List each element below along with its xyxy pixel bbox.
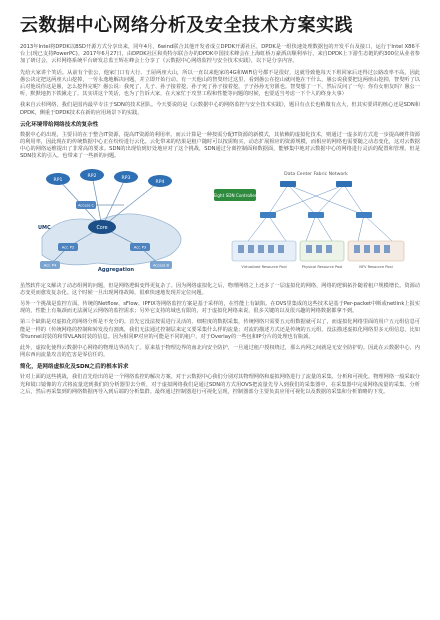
node-label: RP1	[53, 177, 63, 183]
leaf-switch-icon	[308, 212, 324, 218]
switch-label: Access B	[153, 263, 169, 268]
body-paragraph-4: 此外，虚拟化使得云数据中心网络的物理边界消失了。原来基于物理边界的南北向安全防护，一旦通过租户授权绕过，那么内网之间就是无安全防护的。因此在云数据中心，内网东西向流量攻击的危害是零信任的。	[20, 345, 420, 359]
switch-label: Acc P4	[43, 262, 57, 268]
body-paragraph-6: 针对上面的这些挑战，我们首先给出的是一个网络监控的解决方案。对于云数据中心我们分别对其物理网络和虚拟网络进行了流量的采集、分析和可视化。物理网络一般采取分光和镜口镜像的方式将流量送到我们的分析器里去分析，对于虚拟网络我们是通过SDN的方式用OVS把流量先导入到我们的采集器中，在采集器中完成网络流量的采集、分析之后，然后再采集到的网络数据再导入到后端的分析集群。最终通过控制器进行可视化呈现，控制器部分主要负责应用可视化以及数据的采集和分析策略的下发。	[20, 374, 420, 395]
datacenter-fabric-figure	[208, 167, 424, 275]
node-label: RP4	[155, 179, 165, 185]
legend-physical: Physical Resource Pool	[301, 264, 343, 269]
page-title: 云数据中心网络分析及安全技术方案实践	[20, 15, 353, 36]
switch-label: Acc P3	[133, 244, 147, 250]
core-label: Core	[96, 225, 108, 231]
node-label: RP2	[87, 173, 97, 179]
section-heading-1: 云化环境带给网络技术的复杂性	[20, 121, 99, 128]
switch-label: Acc P2	[61, 244, 75, 250]
leaf-switch-icon	[356, 212, 372, 218]
node-label: RP3	[121, 175, 131, 181]
intro-paragraph-2: 先给大家讲个笑话。从前有个张公，他家门口有大行、王屋两座大山，所以一直以来他家的4G和WiFi信号都不是很好，这就导致他每天下班回家后还得过公路改率不高。因此愚公决定把这两座大山挖掉，一劳永逸地解决问题，并立即开始行动。有一天他山的智叟经过这里，看到愚公在挖山就问他在干什么，愚公说我要把这两座山挖掉，智叟听了以后对他说你这是愚，怎么挖得完呢？愚公说：我死了，儿子、孙子接着挖，孙子死了孙子接着挖，子子孙孙无穷匮也。智叟想了一下，然后反问了一句：你有女朋友吗？愚公一听，默默地扔下铁锹走了。其实讲这个笑话，也为了告诉大家，在大家忙于攻坚工程和性能等问题的时候，也要适当考虑一下个人的终身大事）	[20, 69, 420, 98]
body-paragraph-3: 第三个缺陷是对虚拟化的网络分析是不充分的。首先它没法按需进行灵活的、细粒度的数据采集，传统网络只需要五元组数据就可以了，而虚拟化网络里面的用户五元组信息可能是一样的（传统网络的控制和转发没有割离，我们无法通过控制层来定义要采集什么样的流量；对流的描述方式还是传统的五元组，没法描述虚拟化网络里多元组信息，比如带tunnel封装的和带VLAN封装的信息。因为相同IP对应的可能是不同的租户，对于Overlay的一些包和IP分片的处理也有瓶颈。	[20, 319, 420, 340]
intro-paragraph-3: 我来自云杉网络，我们是国内最早专注于SDN的技术团队。今天要说的是《云数据中心的网络监控与安全技术实践》，题目有点长也稍微有点大，但其实要讲的核心还是SDN和DPDK，侧重于DPDK技术在新的应用场景下的实践。	[20, 102, 420, 116]
figures-row	[20, 165, 420, 275]
legend-virtual: Virtualized Resource Pool	[241, 264, 287, 269]
spine-switch-icon	[336, 181, 352, 187]
controller-label: Eight SDN Controller	[213, 192, 257, 198]
leaf-switch-icon	[260, 212, 276, 218]
fabric-title: Data Center Fabric Network	[284, 171, 348, 177]
aggregation-label: Aggregation	[97, 266, 135, 273]
spine-switch-icon	[280, 181, 296, 187]
body-paragraph-1: 虽然软件定义解决了动态组网的问题，但是网络逻辑变得更复杂了。因为网络虚拟化之后，物理网络之上还多了一层虚拟化的网络，网络的逻辑拓扑随着租户规模增长。资源动态变更而愈发复杂化。这个时候一旦出现网络故障，很难快速地发现并定位问题。	[20, 282, 420, 296]
body-paragraph-2: 另外一个挑战是监控方面。传统的Netflow、sFlow、IPFIX等网络监控方案是基于采样的，在性能上有缺陷。在OVS里集成的这些技术是基于Per-packet中断或netlink上报实现的，性能上有瓶颈而无法满足云网络的监控需求；另外它支持的域也有限的，对于虚拟化网络来说，很多关键的以及很兴趣的网络数据都拿不到。	[20, 301, 420, 315]
legend-nfv: NFV Resource Pool	[359, 264, 393, 269]
section1-paragraph: 数据中心的出现，主要目的在于整合IT资源，提高IT资源的利用率。而云计算是一种按需分配IT资源的新模式，其依赖的虚拟化技术，则通过一虚多的方式进一步提高硬件资源的利用率，因此现在的传统数据中心正在纷纷进行云化。云化带来的结果是租户随时可以按需购买，动态扩展相应的资源规模，而相应的网络也需要随之动态变化，这对云数据中心的网络运维提出了非常高的要求。SDN的出现恰到好处地应对了这个挑战，SDN通过分离控制面和数据面，能够集中地对云数据中心的网络进行灵活的配置和管理。但是SDN技术的引入，也带来了一些新的问题。	[20, 131, 420, 160]
section-heading-2: 简化，是网络虚拟化及SDN之后的根本诉求	[20, 364, 129, 371]
intro-paragraph-1: 2013年Intel将DPDK以BSD开源方式分享出来，同年4月，6wind联合其他开发者成立DPDK开源社区，DPDK是一组快速处理数据包的开发平台及接口，运行于Intel X86平台上(现已支持PowerPC)。2017年6月27日，由DPDK社区和英特尔联合办的DPDK中国技术峰会在上海虹桥万豪酒店顺利举行，来自DPDK上下游生态链的约300位从业者参加了研讨会，云杉网络系统平台研发总监王辉在峰会上分享了《云数据中心网络监控与安全技术实践》，以下是分享内容。	[20, 44, 420, 65]
umc-label: UMC	[38, 224, 51, 231]
network-topology-figure	[20, 165, 198, 275]
switch-label: Access C	[78, 203, 94, 208]
